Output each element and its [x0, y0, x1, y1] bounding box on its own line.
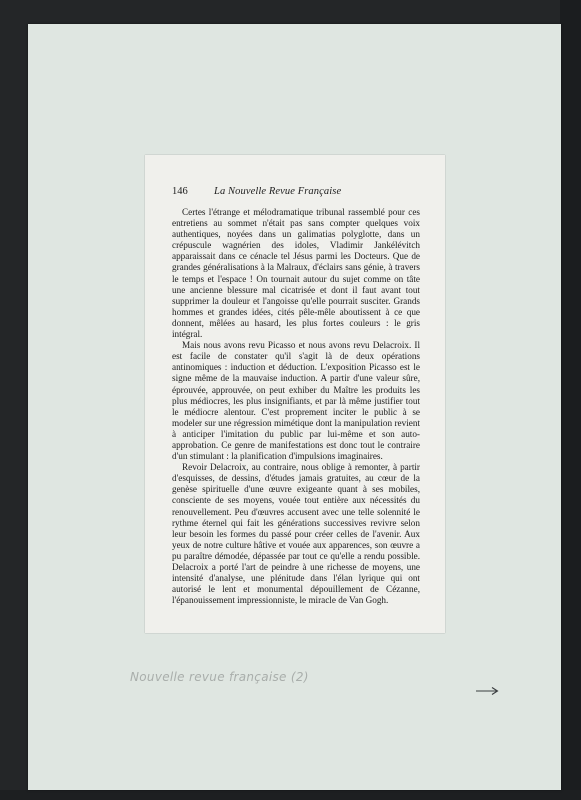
paragraph: Revoir Delacroix, au contraire, nous oblige à remonter, à partir d'esquisses, de dessins, d'études jamais gratuites, au cœur de la genèse spirituelle d'une œuvre exigeante quant à ses mobiles, consciente de ses moyens, vouée tout entière aux nécessités du renouvellement. Peu d'œuvres accusent avec une telle solennité le rythme éternel qui fait les générations successives revivre selon leur besoin les formes du passé pour créer celles de l'avenir. Aux yeux de notre culture hâtive et vouée aux apparences, son œuvre a pu paraître démodée, dépassée par tout ce qu'elle a rendu possible. Delacroix a porté l'art de peindre à une richesse de moyens, une intensité d'analyse, une plénitude dans l'élan lyrique qui ont autorisé le lent et monumental dépouillement de Cézanne, l'épanouissement impressionniste, le miracle de Van Gogh.: [172, 462, 420, 606]
article-body: [172, 207, 420, 606]
pencil-annotation: Nouvelle revue française (2): [130, 670, 309, 684]
arrow-right-icon: [475, 686, 499, 696]
running-head: [172, 186, 420, 200]
journal-title: La Nouvelle Revue Française: [214, 186, 342, 197]
paragraph: Mais nous avons revu Picasso et nous avons revu Delacroix. Il est facile de constater qu'il s'agit là de deux opérations antinomiques : induction et déduction. L'exposition Picasso est le signe même de la mauvaise induction. A partir d'une valeur sûre, éprouvée, approuvée, on peut exhiber du Maître les produits les plus médiocres, les plus insignifiants, et par là même justifier tout le médiocre alentour. C'est proprement inciter le public à se modeler sur une régression mimétique dont la manipulation revient à anticiper l'imitation du public par lui-même et son auto-approbation. Ce genre de manifestations est donc tout le contraire d'un stimulant : la planification d'impulsions imaginaires.: [172, 340, 420, 462]
page-number: 146: [172, 186, 188, 197]
paragraph: Certes l'étrange et mélodramatique tribunal rassemblé pour ces entretiens au sommet n'était pas sans compter quelques voix authentiques, noyées dans un galimatias polyglotte, dans un crépuscule wagnérien des idoles, Vladimir Jankélévitch apparaissait dans ce cénacle tel Jésus parmi les Docteurs. Que de grandes généralisations à la Malraux, d'éclairs sans génie, à travers le temps et l'espace ! On tournait autour du sujet comme on tâte une ancienne blessure mal cicatrisée et dont il faut avant tout supprimer la douleur et l'angoisse qu'elle pourrait susciter. Grands hommes et grandes idées, cités pêle-mêle aboutissent à ce que donnent, mêlées au hasard, les plus fortes couleurs : le gris intégral.: [172, 207, 420, 340]
dark-backdrop-edge: [560, 0, 581, 800]
newspaper-clipping: [145, 155, 445, 633]
mount-board: [28, 24, 561, 790]
dark-backdrop-bottom: [0, 790, 581, 800]
